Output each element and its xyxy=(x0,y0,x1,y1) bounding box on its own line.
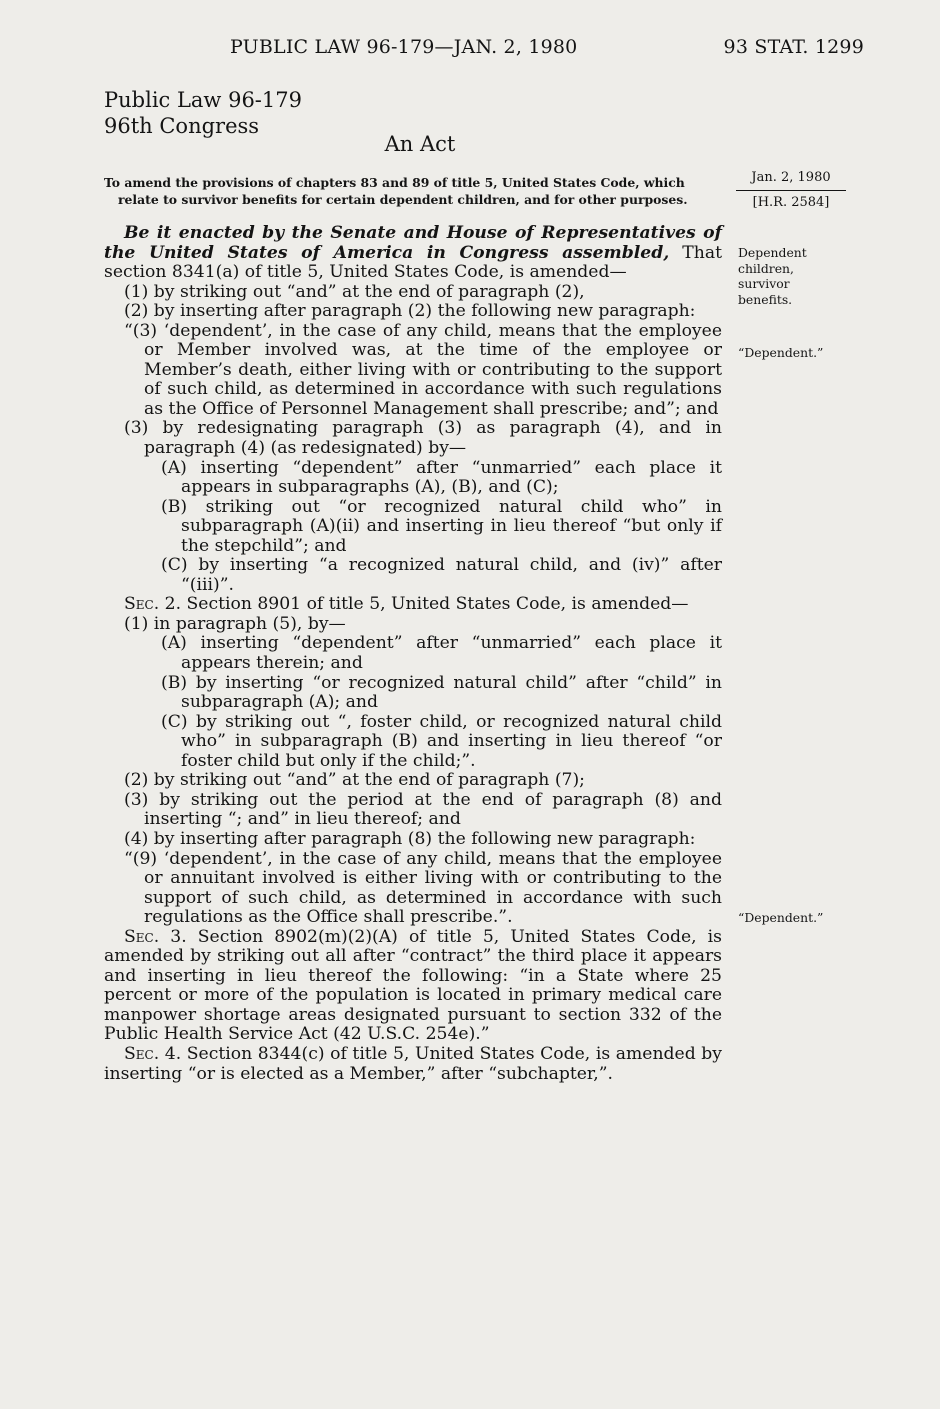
sec1-para-1: (1) by striking out “and” at the end of paragraph (2), xyxy=(124,281,585,302)
congress-number: 96th Congress xyxy=(104,114,260,138)
sec2-para-3: (3) by striking out the period at the end of paragraph (8) and inserting “; and” in lieu thereof; and xyxy=(124,789,722,830)
section-4-text: 4. Section 8344(c) of title 5, United States Code, is amended by inserting “or is elected as a Member,” after “subchapter,”. xyxy=(104,1043,722,1084)
margin-rule xyxy=(736,190,846,191)
section-3-text: 3. Section 8902(m)(2)(A) of title 5, United States Code, is amended by striking out all after “contract” the third place it appears and inserting in lieu thereof the following: “in a State where 25 percent or more of the population is located in primary medical care manpower shortage areas designated pursuant to section 332 of the Public Health Service Act (42 U.S.C. 254e).” xyxy=(104,926,722,1045)
running-header-left: PUBLIC LAW 96-179—JAN. 2, 1980 xyxy=(230,36,578,58)
sec-label: Sec. xyxy=(124,1043,160,1064)
margin-note-dependent-children xyxy=(738,245,807,307)
margin-note-line: children, xyxy=(738,260,794,276)
sec1-subpara-b: (B) striking out “or recognized natural child who” in subparagraph (A)(ii) and inserting in lieu thereof “but only if the stepchild”; and xyxy=(161,496,722,556)
law-number: Public Law 96-179 xyxy=(104,88,302,112)
sec1-para-2: (2) by inserting after paragraph (2) the following new paragraph: xyxy=(124,301,696,322)
sec2-para-2: (2) by striking out “and” at the end of paragraph (7); xyxy=(124,770,585,791)
margin-note-line: Dependent xyxy=(738,245,807,260)
enacting-formula: Be it enacted by the Senate and House of Representatives of the United States of America in Congress assembled, xyxy=(104,223,722,263)
section-2-text: 2. Section 8901 of title 5, United States Code, is amended— xyxy=(159,594,689,615)
sec-label: Sec. xyxy=(124,594,160,615)
purpose-line-1: To amend the provisions of chapters 83 and 89 of title 5, United States Code, which xyxy=(104,175,685,190)
enacting-clause-text: That section 8341(a) of title 5, United States Code, is amended— xyxy=(104,242,722,283)
sec2-subpara-b: (B) by inserting “or recognized natural child” after “child” in subparagraph (A); and xyxy=(161,672,722,713)
running-header-right: 93 STAT. 1299 xyxy=(723,36,864,58)
sec2-subpara-a: (A) inserting “dependent” after “unmarried” each place it appears therein; and xyxy=(161,633,722,674)
margin-note-line: benefits. xyxy=(738,291,793,307)
purpose-clause xyxy=(104,174,724,208)
sec1-definition: “(3) ‘dependent’, in the case of any child, means that the employee or Member involved was, at the time of the employee or Member’s death, either living with or contributing to the support of such child, as determined in accordance with such regulations as the Office of Personnel Management shall prescribe; and”; and xyxy=(124,320,722,419)
sec2-para-4: (4) by inserting after paragraph (8) the following new paragraph: xyxy=(124,828,696,849)
sec-label: Sec. xyxy=(124,926,160,947)
section-4 xyxy=(104,1045,722,1084)
approval-date: Jan. 2, 1980 xyxy=(751,170,831,185)
margin-date-block xyxy=(736,168,846,212)
margin-note-dependent-2: “Dependent.” xyxy=(738,910,824,925)
sec2-para-1: (1) in paragraph (5), by— xyxy=(124,613,346,634)
margin-note-dependent-1: “Dependent.” xyxy=(738,345,824,360)
sec1-para-3: (3) by redesignating paragraph (3) as paragraph (4), and in paragraph (4) (as redesignated) by— xyxy=(124,418,722,459)
section-2 xyxy=(104,595,722,615)
section-3 xyxy=(104,928,722,1045)
statute-body xyxy=(104,224,722,1084)
sec1-subpara-c: (C) by inserting “a recognized natural child, and (iv)” after “(iii)”. xyxy=(161,555,722,595)
sec1-subpara-a: (A) inserting “dependent” after “unmarried” each place it appears in subparagraphs (A), (B), and (C); xyxy=(161,457,722,498)
sec2-definition: “(9) ‘dependent’, in the case of any child, means that the employee or annuitant involved is either living with or contributing to the support of such child, as determined in accordance with such regulations as the Office shall prescribe.”. xyxy=(124,848,722,928)
margin-note-line: survivor xyxy=(738,276,790,291)
enacting-clause xyxy=(104,224,722,283)
purpose-line-2: relate to survivor benefits for certain dependent children, and for other purposes. xyxy=(118,192,688,207)
act-title: An Act xyxy=(384,132,456,156)
bill-number: [H.R. 2584] xyxy=(752,195,830,210)
sec2-subpara-c: (C) by striking out “, foster child, or recognized natural child who” in subparagraph (B) and inserting in lieu thereof “or foster child but only if the child;”. xyxy=(161,711,722,771)
